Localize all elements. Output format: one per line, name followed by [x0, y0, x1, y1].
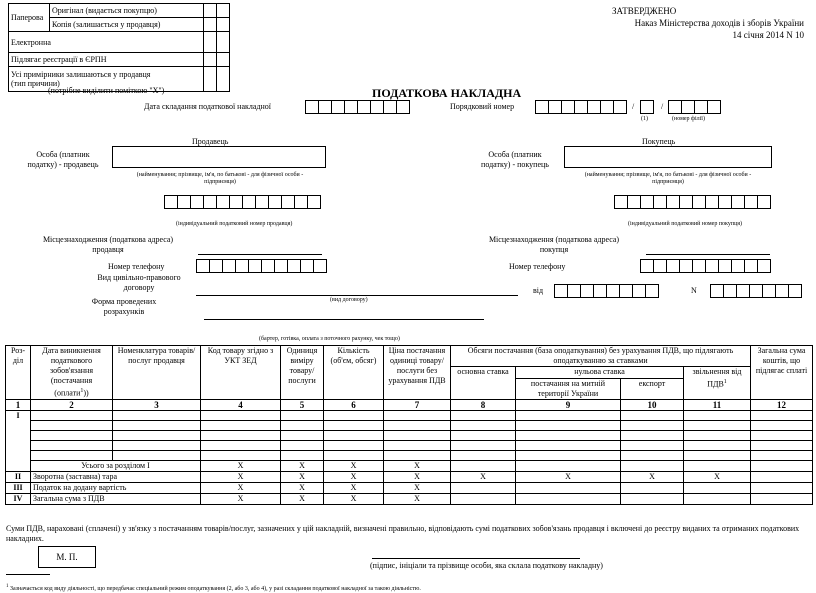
seller-name-field[interactable]	[112, 146, 326, 168]
x-mark: X	[384, 493, 451, 504]
seller-address-label-1: Місцезнаходження (податкова адреса)	[42, 235, 174, 244]
h-total: Загальна сума коштів, що підлягає сплаті	[751, 346, 813, 400]
payment-form-label-1: Форма проведених	[91, 297, 157, 306]
seller-name-note-2: підприємця)	[204, 179, 236, 185]
seller-address-label-2: продавця	[92, 245, 124, 254]
col-num-3: 3	[113, 399, 201, 410]
serial-label: Порядковий номер	[450, 102, 515, 111]
h-exempt	[684, 367, 751, 400]
col-num-7: 7	[384, 399, 451, 410]
electronic-checkbox-2[interactable]	[217, 32, 230, 53]
footnote-ref: (1)	[641, 116, 648, 122]
col-num-10: 10	[621, 399, 684, 410]
original-label: Оригінал (видається покупцю)	[50, 4, 204, 18]
all-copies-checkbox[interactable]	[204, 67, 217, 92]
column-numbers-row	[6, 399, 813, 410]
footnote-divider	[6, 574, 50, 575]
seller-name-note	[104, 172, 336, 186]
seller-ipn-cells[interactable]	[164, 195, 320, 209]
h-qty: Кількість (об'єм, обсяг)	[324, 346, 384, 400]
col-num-4: 4	[201, 399, 281, 410]
h-section: Роз-діл	[6, 346, 31, 400]
h-date-end: ))	[83, 388, 89, 398]
h-basic: основна ставка	[451, 367, 516, 400]
table-row[interactable]	[6, 410, 813, 420]
buyer-name-field[interactable]	[564, 146, 772, 168]
x-mark: X	[324, 493, 384, 504]
x-mark: X	[324, 471, 384, 482]
x-mark: X	[201, 482, 281, 493]
buyer-person-label-1: Особа (платник	[488, 150, 542, 159]
section-II-label: Зворотна (заставна) тара	[31, 471, 201, 482]
section-II: II	[6, 471, 31, 482]
section-I-total-label: Усього за розділом I	[31, 460, 201, 471]
buyer-address-label	[466, 235, 642, 255]
x-mark: X	[281, 482, 324, 493]
electronic-checkbox[interactable]	[204, 32, 217, 53]
buyer-person-label	[470, 150, 560, 170]
h-price: Ціна постачання одиниці товару/ послуги без урахування ПДВ	[384, 346, 451, 400]
copy-checkbox-2[interactable]	[217, 18, 230, 32]
serial-cells[interactable]	[535, 100, 626, 114]
approval-line-2: Наказ Міністерства доходів і зборів України	[634, 18, 804, 28]
col-num-2: 2	[31, 399, 113, 410]
section-IV-row	[6, 493, 813, 504]
h-date	[31, 346, 113, 400]
approval-line-1: ЗАТВЕРДЖЕНО	[612, 6, 677, 16]
mark-note: (потрібне виділити поміткою "Х")	[48, 86, 165, 95]
col-num-1: 1	[6, 399, 31, 410]
seller-phone-label: Номер телефону	[108, 262, 165, 271]
seller-address-label	[20, 235, 196, 255]
copy-checkbox[interactable]	[204, 18, 217, 32]
buyer-name-note	[556, 172, 780, 186]
goods-table	[5, 345, 813, 505]
x-mark: X	[281, 471, 324, 482]
h-unit: Одиниця виміру товару/ послуги	[281, 346, 324, 400]
seller-phone-cells[interactable]	[196, 259, 326, 273]
x-mark: X	[384, 482, 451, 493]
h-zero: нульова ставка	[516, 367, 684, 379]
table-row[interactable]	[6, 430, 813, 440]
payment-form-label-2: розрахунків	[103, 307, 145, 316]
buyer-address-line[interactable]	[646, 254, 770, 255]
x-mark: X	[621, 471, 684, 482]
special-code-cell[interactable]	[640, 100, 654, 114]
col-num-12: 12	[751, 399, 813, 410]
approval-line-3: 14 січня 2014 N 10	[732, 30, 804, 40]
all-copies-checkbox-2[interactable]	[217, 67, 230, 92]
x-mark: X	[201, 471, 281, 482]
contract-type-label	[84, 273, 194, 293]
footnote-text: Зазначається код виду діяльності, що передбачає спеціальний режим оподаткування (2, або 3, або 4), у разі складання податкової накладної за такою діяльністю.	[10, 586, 421, 592]
x-mark: X	[384, 471, 451, 482]
buyer-name-note-1: (найменування; прізвище, ім'я, по батькові - для фізичної особи -	[584, 172, 752, 178]
buyer-phone-label: Номер телефону	[509, 262, 566, 271]
original-checkbox[interactable]	[204, 4, 217, 18]
seller-address-line[interactable]	[198, 254, 322, 255]
section-IV: IV	[6, 493, 31, 504]
date-cells[interactable]	[305, 100, 409, 114]
seller-ipn-note: (індивідуальний податковий номер продавця)	[176, 221, 293, 227]
copy-label: Копія (залишається у продавця)	[50, 18, 204, 32]
buyer-phone-cells[interactable]	[640, 259, 770, 273]
section-III-row	[6, 482, 813, 493]
page-title: ПОДАТКОВА НАКЛАДНА	[372, 86, 522, 100]
x-mark: X	[324, 460, 384, 471]
declaration-text: Суми ПДВ, нараховані (сплачені) у зв'язку з постачанням товарів/послуг, зазначених у цій накладній, визначені правильно, відповідають сумі податкових зобов'язань продавця і включені до реєстру виданих та отриманих податкових накладних.	[6, 524, 800, 543]
h-date-text: Дата виникнення податкового зобов'язання (постачання (оплати	[42, 346, 101, 398]
col-num-9: 9	[516, 399, 621, 410]
section-I: I	[6, 410, 31, 471]
slash-2: /	[661, 102, 664, 111]
buyer-address-label-2: покупця	[539, 245, 569, 254]
payment-form-line[interactable]	[204, 319, 484, 320]
contract-date-cells[interactable]	[554, 284, 658, 298]
col-num-6: 6	[324, 399, 384, 410]
seller-name-note-1: (найменування; прізвище, ім'я, по батькові - для фізичної особи -	[136, 172, 304, 178]
registration-label: Підлягає реєстрації в ЄРПН	[9, 53, 204, 67]
col-num-5: 5	[281, 399, 324, 410]
h-date-sup: 1	[80, 388, 84, 394]
reason-type-text: (тип причини)	[11, 79, 60, 88]
h-nomenclature: Номенклатура товарів/послуг продавця	[113, 346, 201, 400]
signature-note: (підпис, ініціали та прізвище особи, яка склала податкову накладну)	[370, 561, 603, 570]
contract-type-label-1: Вид цивільно-правового	[97, 273, 181, 282]
branch-label: (номер філії)	[672, 116, 705, 122]
contract-number-label: N	[691, 286, 697, 295]
buyer-name-note-2: підприємця)	[652, 179, 684, 185]
h-code: Код товару згідно з УКТ ЗЕД	[201, 346, 281, 400]
section-II-row	[6, 471, 813, 482]
payment-form-note: (бартер, готівка, оплата з поточного рахунку, чек тощо)	[259, 336, 400, 342]
col-num-8: 8	[451, 399, 516, 410]
x-mark: X	[451, 471, 516, 482]
section-I-total-row	[6, 460, 813, 471]
seller-person-label	[18, 150, 108, 170]
x-mark: X	[516, 471, 621, 482]
contract-type-line[interactable]	[196, 295, 518, 296]
h-export: експорт	[621, 378, 684, 399]
original-checkbox-2[interactable]	[217, 4, 230, 18]
all-copies-text: Усі примірники залишаються у продавця	[11, 70, 151, 79]
contract-from-label: від	[533, 286, 544, 295]
seller-person-label-1: Особа (платник	[36, 150, 90, 159]
table-row[interactable]	[6, 420, 813, 430]
x-mark: X	[201, 460, 281, 471]
contract-type-note: (вид договору)	[330, 297, 368, 303]
section-IV-label: Загальна сума з ПДВ	[31, 493, 201, 504]
col-num-11: 11	[684, 399, 751, 410]
registration-checkbox[interactable]	[204, 53, 217, 67]
stamp-box: М. П.	[38, 546, 96, 568]
x-mark: X	[201, 493, 281, 504]
section-III-label: Податок на додану вартість	[31, 482, 201, 493]
paper-label: Паперова	[9, 4, 50, 32]
h-volumes: Обсяги постачання (база оподаткування) без урахування ПДВ, що підлягають оподаткуванню за ставками	[451, 346, 751, 367]
invoice-type-table	[8, 3, 230, 92]
table-row[interactable]	[6, 440, 813, 450]
electronic-label: Електронна	[9, 32, 204, 53]
section-III: III	[6, 482, 31, 493]
seller-heading: Продавець	[192, 137, 229, 146]
payment-form-label	[54, 297, 194, 317]
x-mark: X	[684, 471, 751, 482]
h-exempt-text: звільнення від ПДВ	[692, 367, 742, 389]
buyer-person-label-2: податку) - покупець	[481, 160, 549, 169]
footnote-sup: 1	[6, 584, 9, 589]
date-label: Дата складання податкової накладної	[144, 102, 272, 111]
signature-line[interactable]	[372, 558, 580, 559]
x-mark: X	[384, 460, 451, 471]
footnote	[6, 583, 806, 593]
seller-person-label-2: податку) - продавець	[27, 160, 99, 169]
x-mark: X	[281, 460, 324, 471]
slash-1: /	[632, 102, 635, 111]
buyer-ipn-note: (індивідуальний податковий номер покупця)	[628, 221, 743, 227]
contract-number-cells[interactable]	[710, 284, 801, 298]
buyer-address-label-1: Місцезнаходження (податкова адреса)	[488, 235, 620, 244]
buyer-heading: Покупець	[642, 137, 676, 146]
branch-cells[interactable]	[668, 100, 720, 114]
x-mark: X	[281, 493, 324, 504]
buyer-ipn-cells[interactable]	[614, 195, 770, 209]
h-customs: постачання на митній території України	[516, 378, 621, 399]
x-mark: X	[324, 482, 384, 493]
registration-checkbox-2[interactable]	[217, 53, 230, 67]
table-row[interactable]	[6, 450, 813, 460]
contract-type-label-2: договору	[123, 283, 155, 292]
h-exempt-sup: 1	[723, 379, 727, 385]
